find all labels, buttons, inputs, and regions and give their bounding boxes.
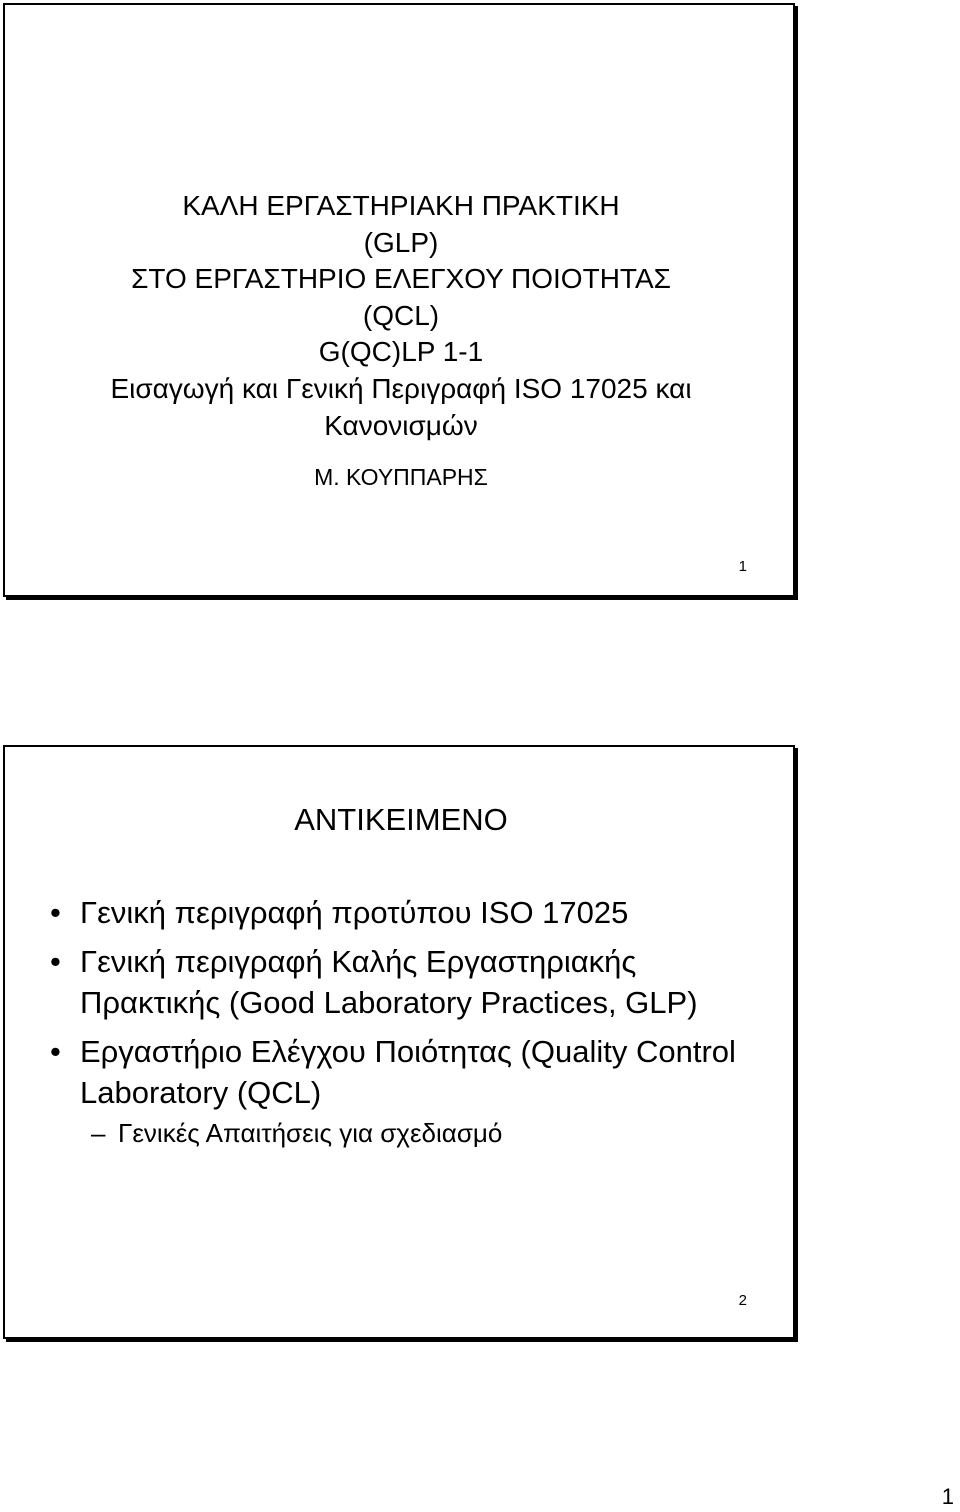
list-item	[5, 941, 765, 1023]
slide-2-heading: ΑΝΤΙΚΕΙΜΕΝΟ	[294, 802, 508, 837]
slide-2-number: 2	[738, 1292, 747, 1309]
bullet-icon: •	[50, 944, 61, 979]
slide-1-title	[45, 188, 757, 444]
title-line: ΚΑΛΗ ΕΡΓΑΣΤΗΡΙΑΚΗ ΠΡΑΚΤΙΚΗ	[182, 190, 620, 221]
title-line: (QCL)	[362, 299, 440, 331]
bullet-icon: •	[50, 895, 61, 930]
slide-2-bullet-list	[5, 892, 765, 1121]
list-item	[5, 1031, 765, 1113]
slide-1-author: Μ. ΚΟΥΠΠΑΡΗΣ	[314, 464, 488, 490]
list-item	[5, 892, 765, 933]
slide-1	[3, 3, 795, 597]
title-line: Κανονισμών	[324, 409, 478, 441]
title-line: ΣΤΟ ΕΡΓΑΣΤΗΡΙΟ ΕΛΕΓΧΟΥ ΠΟΙΟΤΗΤΑΣ	[131, 263, 671, 295]
title-line: (GLP)	[363, 226, 439, 258]
bullet-text: Εργαστήριο Ελέγχου Ποιότητας (Quality Control Laboratory (QCL)	[80, 1034, 736, 1110]
bullet-text: Γενική περιγραφή Καλής Εργαστηριακής Πρακτικής (Good Laboratory Practices, GLP)	[80, 944, 698, 1020]
slide-1-number: 1	[738, 558, 747, 575]
sub-list-item	[5, 1117, 502, 1149]
sub-item-text: Γενικές Απαιτήσεις για σχεδιασμό	[118, 1118, 503, 1148]
bullet-text: Γενική περιγραφή προτύπου ISO 17025	[80, 895, 629, 930]
dash-icon: –	[91, 1118, 106, 1148]
title-line: Εισαγωγή και Γενική Περιγραφή ISO 17025 και	[110, 372, 692, 404]
page-number: 1	[941, 1484, 954, 1509]
title-line: G(QC)LP 1-1	[318, 336, 484, 368]
slide-2	[3, 745, 795, 1339]
bullet-icon: •	[50, 1034, 61, 1069]
